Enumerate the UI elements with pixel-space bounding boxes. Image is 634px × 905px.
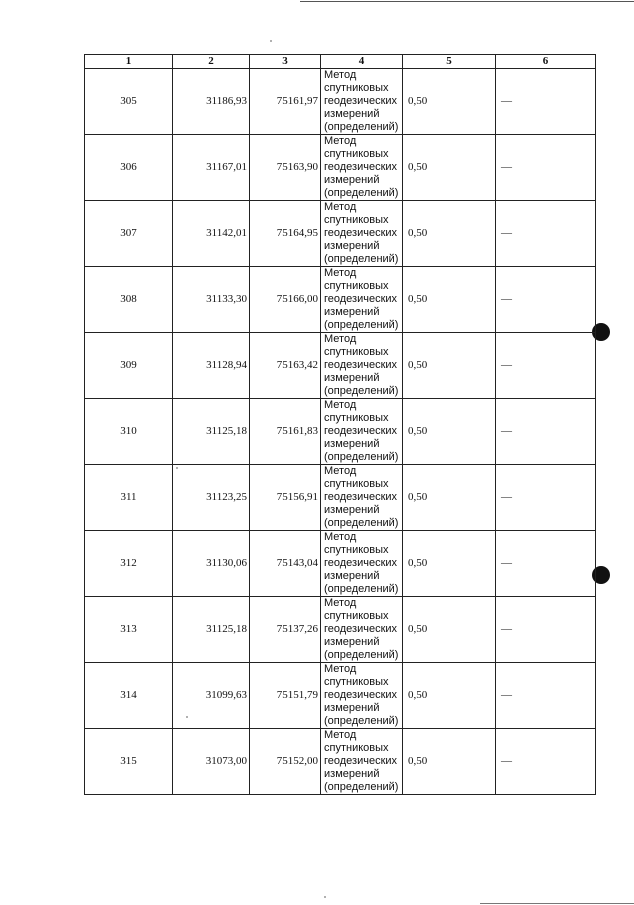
method-cell xyxy=(321,267,403,333)
method-line: геодезических xyxy=(324,689,398,701)
method-line: спутниковых xyxy=(324,148,389,160)
note-cell: — xyxy=(496,663,596,729)
method-cell xyxy=(321,663,403,729)
point-number-cell: 308 xyxy=(85,267,173,333)
method-line: спутниковых xyxy=(324,412,389,424)
y-coordinate-cell: 75137,26 xyxy=(250,597,321,663)
method-cell xyxy=(321,465,403,531)
x-coordinate-cell: 31128,94 xyxy=(173,333,250,399)
method-line: (определений) xyxy=(324,385,399,397)
method-line: измерений xyxy=(324,570,380,582)
table-row xyxy=(85,201,596,267)
method-line: измерений xyxy=(324,702,380,714)
method-line: спутниковых xyxy=(324,544,389,556)
method-line: (определений) xyxy=(324,121,399,133)
method-line: (определений) xyxy=(324,319,399,331)
top-scan-rule xyxy=(300,1,634,2)
method-line: (определений) xyxy=(324,781,399,793)
note-cell: — xyxy=(496,597,596,663)
method-cell xyxy=(321,69,403,135)
method-line: геодезических xyxy=(324,557,398,569)
table-row xyxy=(85,531,596,597)
x-coordinate-cell: 31073,00 xyxy=(173,729,250,795)
method-cell xyxy=(321,531,403,597)
method-line: Метод xyxy=(324,201,357,213)
coordinates-table xyxy=(84,54,596,795)
scan-speck xyxy=(270,40,272,42)
method-line: спутниковых xyxy=(324,478,389,490)
point-number-cell: 312 xyxy=(85,531,173,597)
method-line: Метод xyxy=(324,267,357,279)
table-row xyxy=(85,135,596,201)
y-coordinate-cell: 75161,83 xyxy=(250,399,321,465)
method-line: спутниковых xyxy=(324,742,389,754)
table-row xyxy=(85,729,596,795)
point-number-cell: 311 xyxy=(85,465,173,531)
scan-speck xyxy=(324,896,326,898)
header-col-4: 4 xyxy=(321,55,403,69)
table-row xyxy=(85,333,596,399)
method-line: спутниковых xyxy=(324,82,389,94)
x-coordinate-cell: 31186,93 xyxy=(173,69,250,135)
method-line: (определений) xyxy=(324,187,399,199)
method-line: Метод xyxy=(324,69,357,81)
accuracy-cell: 0,50 xyxy=(403,69,496,135)
header-row xyxy=(85,55,596,69)
header-col-2: 2 xyxy=(173,55,250,69)
table-row xyxy=(85,267,596,333)
accuracy-cell: 0,50 xyxy=(403,333,496,399)
method-line: геодезических xyxy=(324,491,398,503)
method-line: спутниковых xyxy=(324,610,389,622)
method-line: (определений) xyxy=(324,517,399,529)
method-line: Метод xyxy=(324,135,357,147)
method-line: геодезических xyxy=(324,95,398,107)
x-coordinate-cell: 31133,30 xyxy=(173,267,250,333)
method-line: измерений xyxy=(324,768,380,780)
table-row xyxy=(85,399,596,465)
method-cell xyxy=(321,729,403,795)
method-line: измерений xyxy=(324,504,380,516)
table-body xyxy=(85,69,596,795)
method-line: измерений xyxy=(324,240,380,252)
note-cell: — xyxy=(496,531,596,597)
method-line: измерений xyxy=(324,372,380,384)
method-line: геодезических xyxy=(324,161,398,173)
method-line: геодезических xyxy=(324,425,398,437)
method-line: (определений) xyxy=(324,253,399,265)
method-line: Метод xyxy=(324,729,357,741)
method-line: (определений) xyxy=(324,451,399,463)
y-coordinate-cell: 75161,97 xyxy=(250,69,321,135)
point-number-cell: 314 xyxy=(85,663,173,729)
method-line: (определений) xyxy=(324,649,399,661)
point-number-cell: 315 xyxy=(85,729,173,795)
method-line: измерений xyxy=(324,174,380,186)
method-line: измерений xyxy=(324,108,380,120)
method-line: геодезических xyxy=(324,227,398,239)
method-cell xyxy=(321,135,403,201)
accuracy-cell: 0,50 xyxy=(403,465,496,531)
note-cell: — xyxy=(496,267,596,333)
note-cell: — xyxy=(496,333,596,399)
note-cell: — xyxy=(496,399,596,465)
x-coordinate-cell: 31125,18 xyxy=(173,597,250,663)
method-line: измерений xyxy=(324,636,380,648)
header-col-3: 3 xyxy=(250,55,321,69)
y-coordinate-cell: 75143,04 xyxy=(250,531,321,597)
table-row xyxy=(85,69,596,135)
method-line: геодезических xyxy=(324,755,398,767)
note-cell: — xyxy=(496,69,596,135)
method-cell xyxy=(321,333,403,399)
y-coordinate-cell: 75152,00 xyxy=(250,729,321,795)
y-coordinate-cell: 75151,79 xyxy=(250,663,321,729)
note-cell: — xyxy=(496,135,596,201)
x-coordinate-cell: 31125,18 xyxy=(173,399,250,465)
method-line: измерений xyxy=(324,438,380,450)
y-coordinate-cell: 75163,90 xyxy=(250,135,321,201)
accuracy-cell: 0,50 xyxy=(403,135,496,201)
method-line: измерений xyxy=(324,306,380,318)
point-number-cell: 310 xyxy=(85,399,173,465)
y-coordinate-cell: 75166,00 xyxy=(250,267,321,333)
x-coordinate-cell: 31142,01 xyxy=(173,201,250,267)
method-line: спутниковых xyxy=(324,676,389,688)
accuracy-cell: 0,50 xyxy=(403,531,496,597)
method-line: Метод xyxy=(324,333,357,345)
x-coordinate-cell: 31130,06 xyxy=(173,531,250,597)
accuracy-cell: 0,50 xyxy=(403,201,496,267)
y-coordinate-cell: 75163,42 xyxy=(250,333,321,399)
method-line: Метод xyxy=(324,531,357,543)
table-row xyxy=(85,597,596,663)
point-number-cell: 307 xyxy=(85,201,173,267)
method-line: Метод xyxy=(324,663,357,675)
header-col-5: 5 xyxy=(403,55,496,69)
method-line: Метод xyxy=(324,399,357,411)
point-number-cell: 309 xyxy=(85,333,173,399)
method-line: геодезических xyxy=(324,359,398,371)
method-cell xyxy=(321,597,403,663)
method-line: геодезических xyxy=(324,623,398,635)
note-cell: — xyxy=(496,465,596,531)
point-number-cell: 305 xyxy=(85,69,173,135)
method-line: спутниковых xyxy=(324,214,389,226)
point-number-cell: 313 xyxy=(85,597,173,663)
x-coordinate-cell: 31099,63 xyxy=(173,663,250,729)
method-line: спутниковых xyxy=(324,346,389,358)
method-line: геодезических xyxy=(324,293,398,305)
accuracy-cell: 0,50 xyxy=(403,663,496,729)
bottom-scan-rule xyxy=(480,903,634,904)
method-line: Метод xyxy=(324,465,357,477)
accuracy-cell: 0,50 xyxy=(403,729,496,795)
table-row xyxy=(85,465,596,531)
note-cell: — xyxy=(496,729,596,795)
note-cell: — xyxy=(496,201,596,267)
accuracy-cell: 0,50 xyxy=(403,399,496,465)
x-coordinate-cell: 31123,25 xyxy=(173,465,250,531)
method-line: Метод xyxy=(324,597,357,609)
method-line: (определений) xyxy=(324,715,399,727)
accuracy-cell: 0,50 xyxy=(403,267,496,333)
method-line: (определений) xyxy=(324,583,399,595)
accuracy-cell: 0,50 xyxy=(403,597,496,663)
header-col-6: 6 xyxy=(496,55,596,69)
y-coordinate-cell: 75164,95 xyxy=(250,201,321,267)
x-coordinate-cell: 31167,01 xyxy=(173,135,250,201)
method-cell xyxy=(321,399,403,465)
table-row xyxy=(85,663,596,729)
method-line: спутниковых xyxy=(324,280,389,292)
header-col-1: 1 xyxy=(85,55,173,69)
method-cell xyxy=(321,201,403,267)
point-number-cell: 306 xyxy=(85,135,173,201)
y-coordinate-cell: 75156,91 xyxy=(250,465,321,531)
